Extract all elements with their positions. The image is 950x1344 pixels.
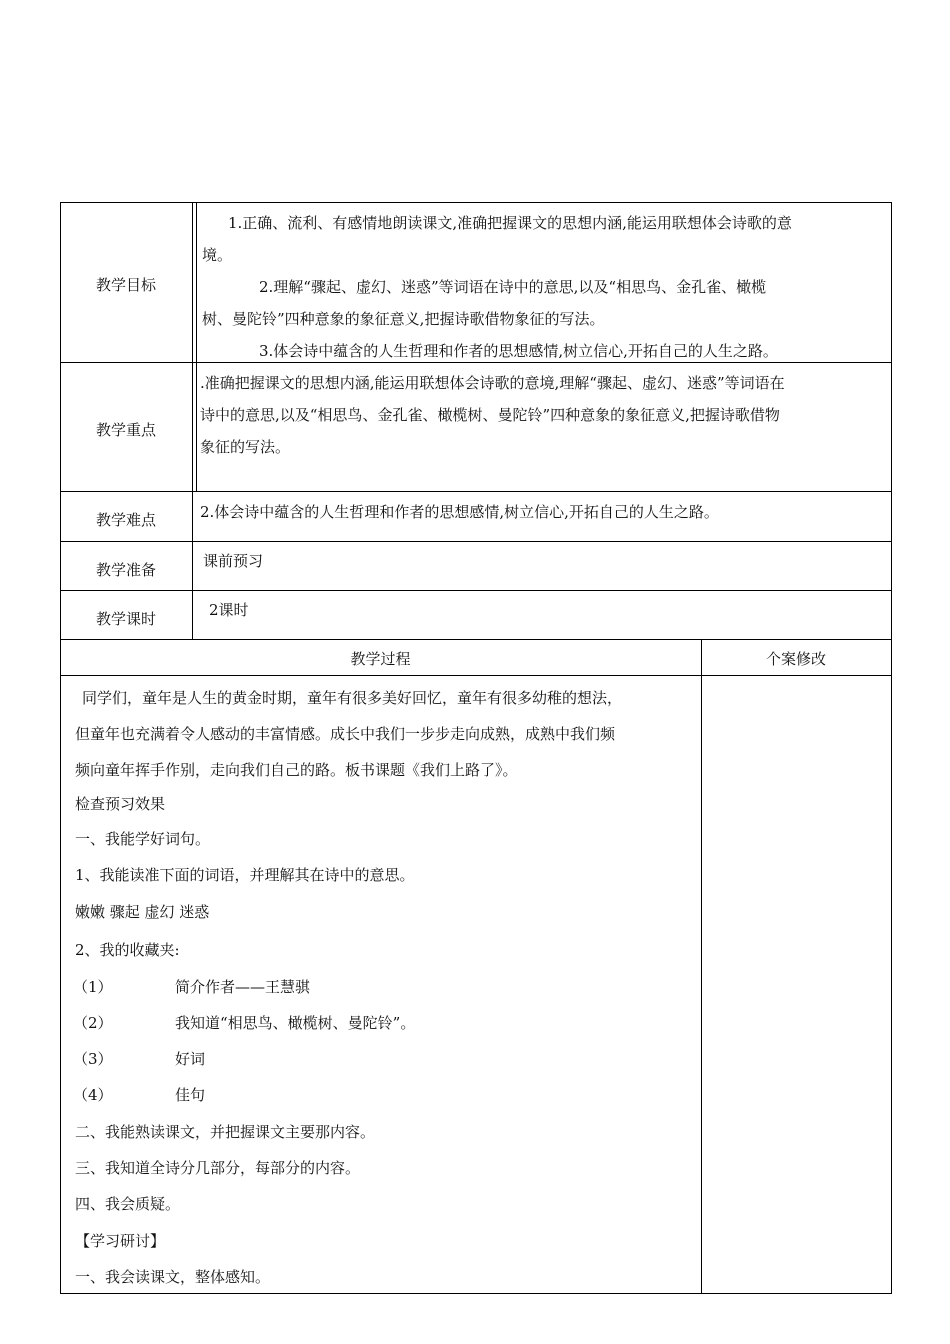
revision-header: 个案修改	[765, 650, 826, 668]
collection-item-2-text: 我知道“相思鸟、橄榄树、曼陀铃”。	[175, 1014, 416, 1032]
key-points-label: 教学重点	[95, 421, 156, 439]
key-points-line-3: 象征的写法。	[200, 438, 291, 456]
row-divider	[60, 491, 892, 492]
process-line-8: 2、我的收藏夹:	[75, 941, 180, 959]
process-line-5: 一、我能学好词句。	[75, 830, 211, 848]
collection-item-2-num: （2）	[73, 1014, 113, 1032]
collection-item-1-text: 简介作者——王慧骐	[175, 978, 311, 996]
process-line-2: 但童年也充满着令人感动的丰富情感。成长中我们一步步走向成熟，成熟中我们频	[75, 725, 616, 743]
process-after-line-1: 二、我能熟读课文，并把握课文主要那内容。	[75, 1123, 376, 1141]
hours-text: 2课时	[209, 601, 249, 619]
row-divider	[60, 639, 892, 640]
process-line-7: 嫩嫩 骤起 虚幻 迷惑	[75, 903, 210, 921]
key-points-line-2: 诗中的意思,以及“相思鸟、金孔雀、橄榄树、曼陀铃”四种意象的象征意义,把握诗歌借物	[200, 406, 780, 424]
process-after-line-5: 一、我会读课文，整体感知。	[75, 1268, 271, 1286]
row-divider	[60, 675, 892, 676]
inner-content-divider	[196, 202, 197, 491]
hours-label: 教学课时	[95, 610, 156, 628]
goals-line-2: 境。	[202, 246, 233, 264]
process-line-1: 同学们，童年是人生的黄金时期，童年有很多美好回忆，童年有很多幼稚的想法，	[82, 689, 623, 707]
collection-item-3-num: （3）	[73, 1050, 113, 1068]
goals-line-1: 1.正确、流利、有感情地朗读课文,准确把握课文的思想内涵,能运用联想体会诗歌的意	[228, 214, 792, 232]
process-line-3: 频向童年挥手作别，走向我们自己的路。板书课题《我们上路了》。	[75, 761, 518, 779]
collection-item-1-num: （1）	[73, 978, 113, 996]
preparation-label: 教学准备	[95, 561, 156, 579]
process-header: 教学过程	[350, 650, 411, 668]
table-border-right	[891, 202, 892, 1294]
key-points-line-1: .准确把握课文的思想内涵,能运用联想体会诗歌的意境,理解“骤起、虚幻、迷惑”等词语在	[200, 374, 785, 392]
goals-line-4: 树、曼陀铃”四种意象的象征意义,把握诗歌借物象征的写法。	[202, 310, 605, 328]
label-column-divider	[192, 202, 193, 640]
collection-item-4-num: （4）	[73, 1086, 113, 1104]
collection-item-4-text: 佳句	[175, 1086, 206, 1104]
goals-line-3: 2.理解“骤起、虚幻、迷惑”等词语在诗中的意思,以及“相思鸟、金孔雀、橄榄	[259, 278, 767, 296]
row-divider	[60, 362, 892, 363]
process-after-line-4: 【学习研讨】	[75, 1232, 166, 1250]
goals-label: 教学目标	[95, 276, 156, 294]
process-line-6: 1、我能读准下面的词语，并理解其在诗中的意思。	[75, 866, 415, 884]
table-border-bottom	[60, 1293, 892, 1294]
process-after-line-2: 三、我知道全诗分几部分，每部分的内容。	[75, 1159, 361, 1177]
process-after-line-3: 四、我会质疑。	[75, 1195, 181, 1213]
revision-column-divider	[701, 639, 702, 1294]
difficulties-label: 教学难点	[95, 511, 156, 529]
preparation-text: 课前预习	[203, 552, 264, 570]
goals-line-5: 3.体会诗中蕴含的人生哲理和作者的思想感情,树立信心,开拓自己的人生之路。	[259, 342, 778, 360]
difficulties-text: 2.体会诗中蕴含的人生哲理和作者的思想感情,树立信心,开拓自己的人生之路。	[200, 503, 719, 521]
row-divider	[60, 541, 892, 542]
collection-item-3-text: 好词	[175, 1050, 206, 1068]
table-border-top	[60, 202, 892, 203]
table-border-left	[60, 202, 61, 1294]
process-line-4: 检查预习效果	[75, 795, 166, 813]
row-divider	[60, 590, 892, 591]
